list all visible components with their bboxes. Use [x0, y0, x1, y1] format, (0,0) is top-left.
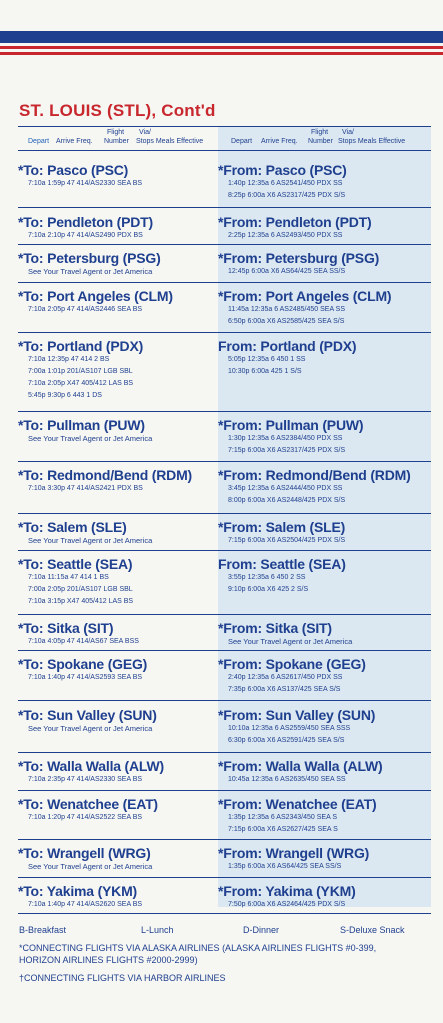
- flight-row: 12:45p 6:00a X6 AS64/425 SEA SS/S: [228, 268, 346, 275]
- flight-row: 6:50p 6:00a X6 AS2585/425 SEA S/S: [228, 318, 345, 325]
- to-destination-title: *To: Spokane (GEG): [18, 656, 148, 672]
- to-destination-block: [18, 620, 231, 648]
- from-destination-block: [218, 214, 431, 242]
- col-depart: Depart: [231, 138, 253, 145]
- legend-snack: S-Deluxe Snack: [340, 925, 405, 935]
- to-destination-block: [18, 288, 231, 316]
- flight-row: 2:25p 12:35a 6 AS2493/450 PDX SS: [228, 232, 343, 239]
- from-destination-block: [218, 417, 431, 457]
- flight-row: See Your Travel Agent or Jet America: [28, 267, 153, 276]
- note-horizon: HORIZON AIRLINES FLIGHTS #2000-2999): [19, 955, 198, 965]
- red-stripe: [0, 52, 443, 55]
- flight-row: 1:35p 6:00a X6 AS64/425 SEA SS/S: [228, 863, 342, 870]
- from-destination-block: [218, 250, 431, 278]
- section-divider: [18, 614, 431, 615]
- flight-row: 7:10a 1:20p 47 414/AS2522 SEA BS: [28, 814, 143, 821]
- col-arrive-freq: Arrive Freq.: [261, 138, 298, 145]
- from-destination-block: [218, 162, 431, 202]
- from-destination-block: [218, 519, 431, 547]
- section-divider: [18, 332, 431, 333]
- col-via: Via/: [342, 129, 354, 136]
- col-depart: Depart: [28, 138, 50, 145]
- from-destination-title: *From: Walla Walla (ALW): [218, 758, 383, 774]
- from-destination-block: [218, 288, 431, 328]
- from-destination-title: *From: Wrangell (WRG): [218, 845, 370, 861]
- section-divider: [18, 411, 431, 412]
- note-harbor: †CONNECTING FLIGHTS VIA HARBOR AIRLINES: [19, 973, 226, 983]
- to-destination-title: *To: Yakima (YKM): [18, 883, 137, 899]
- to-destination-block: [18, 417, 231, 445]
- to-destination-block: [18, 707, 231, 735]
- to-destination-title: *To: Wenatchee (EAT): [18, 796, 158, 812]
- flight-row: 10:10a 12:35a 6 AS2559/450 SEA SSS: [228, 725, 351, 732]
- flight-row: 10:30p 6:00a 425 1 S/S: [228, 368, 302, 375]
- section-divider: [18, 650, 431, 651]
- col-number: Number: [104, 138, 129, 145]
- flight-row: 8:25p 6:00a X6 AS2317/425 PDX S/S: [228, 192, 346, 199]
- legend-dinner: D-Dinner: [243, 925, 280, 935]
- from-destination-title: *From: Petersburg (PSG): [218, 250, 380, 266]
- flight-row: 5:45p 9:30p 6 443 1 DS: [28, 392, 102, 399]
- flight-row: 11:45a 12:35a 6 AS2485/450 SEA SS: [228, 306, 346, 313]
- to-destination-title: *To: Petersburg (PSG): [18, 250, 161, 266]
- from-destination-title: *From: Pullman (PUW): [218, 417, 364, 433]
- flight-row: 7:10a 4:05p 47 414/AS67 SEA BSS: [28, 638, 139, 645]
- to-destination-title: *To: Salem (SLE): [18, 519, 127, 535]
- from-destination-title: *From: Salem (SLE): [218, 519, 346, 535]
- flight-row: 8:00p 6:00a X6 AS2448/425 PDX S/S: [228, 497, 346, 504]
- header-bottom-rule: [18, 150, 431, 151]
- to-destination-block: [18, 883, 231, 911]
- flight-row: 7:10a 2:05p 47 414/AS2446 SEA BS: [28, 306, 143, 313]
- to-destination-block: [18, 467, 231, 495]
- flight-row: 2:40p 12:35a 6 AS2617/450 PDX SS: [228, 674, 343, 681]
- from-destination-title: From: Portland (PDX): [218, 338, 357, 354]
- from-destination-title: *From: Wenatchee (EAT): [218, 796, 377, 812]
- to-destination-title: *To: Pendleton (PDT): [18, 214, 153, 230]
- flight-row: 7:10a 12:35p 47 414 2 BS: [28, 356, 110, 363]
- to-destination-block: [18, 796, 231, 824]
- to-destination-title: *To: Redmond/Bend (RDM): [18, 467, 193, 483]
- to-destination-block: [18, 162, 231, 190]
- section-divider: [18, 790, 431, 791]
- col-stops-meals: Stops Meals Effective: [338, 138, 406, 145]
- from-destination-title: *From: Spokane (GEG): [218, 656, 366, 672]
- section-divider: [18, 282, 431, 283]
- section-divider: [18, 461, 431, 462]
- flight-row: 7:00a 2:05p 201/AS107 LGB SBL: [28, 586, 133, 593]
- flight-row: 7:10a 1:40p 47 414/AS2620 SEA BS: [28, 901, 143, 908]
- note-alaska: *CONNECTING FLIGHTS VIA ALASKA AIRLINES (ALASKA AIRLINES FLIGHTS #0-399,: [19, 943, 377, 953]
- from-destination-block: [218, 796, 431, 836]
- from-destination-block: [218, 656, 431, 696]
- flight-row: 3:55p 12:35a 6 450 2 SS: [228, 574, 306, 581]
- section-divider: [18, 513, 431, 514]
- section-divider: [18, 877, 431, 878]
- flight-row: 5:05p 12:35a 6 450 1 SS: [228, 356, 306, 363]
- flight-row: 7:00a 1:01p 201/AS107 LGB SBL: [28, 368, 133, 375]
- flight-row: See Your Travel Agent or Jet America: [28, 536, 153, 545]
- header-stripes: [0, 0, 443, 62]
- to-destination-block: [18, 519, 231, 547]
- to-destination-title: *To: Wrangell (WRG): [18, 845, 151, 861]
- col-flight: Flight: [107, 129, 125, 136]
- flight-row: 1:35p 12:35a 6 AS2343/450 SEA S: [228, 814, 337, 821]
- to-destination-title: *To: Sun Valley (SUN): [18, 707, 157, 723]
- flight-row: 3:45p 12:35a 6 AS2444/450 PDX SS: [228, 485, 343, 492]
- flight-row: 7:10a 3:30p 47 414/AS2421 PDX BS: [28, 485, 143, 492]
- to-destination-title: *To: Walla Walla (ALW): [18, 758, 164, 774]
- from-destination-block: [218, 620, 431, 648]
- col-flight: Flight: [311, 129, 329, 136]
- to-destination-title: *To: Pasco (PSC): [18, 162, 129, 178]
- flight-row: 7:10a 2:05p X47 405/412 LAS BS: [28, 380, 134, 387]
- section-divider: [18, 700, 431, 701]
- flight-row: 9:10p 6:00a X6 425 2 S/S: [228, 586, 309, 593]
- legend-breakfast: B-Breakfast: [19, 925, 67, 935]
- to-destination-block: [18, 845, 231, 873]
- from-destination-title: *From: Redmond/Bend (RDM): [218, 467, 411, 483]
- blue-stripe: [0, 31, 443, 43]
- from-destination-block: [218, 845, 431, 873]
- to-destination-title: *To: Seattle (SEA): [18, 556, 133, 572]
- flight-row: 7:15p 6:00a X6 AS2317/425 PDX S/S: [228, 447, 346, 454]
- flight-row: See Your Travel Agent or Jet America: [228, 637, 353, 646]
- from-destination-title: *From: Port Angeles (CLM): [218, 288, 392, 304]
- flight-row: 7:35p 6:00a X6 AS137/425 SEA S/S: [228, 686, 341, 693]
- flight-row: 7:15p 6:00a X6 AS2504/425 PDX S/S: [228, 537, 346, 544]
- to-destination-title: *To: Pullman (PUW): [18, 417, 145, 433]
- to-destination-block: [18, 758, 231, 786]
- from-destination-block: [218, 707, 431, 747]
- from-destination-block: [218, 883, 431, 911]
- to-destination-block: [18, 338, 231, 402]
- from-destination-title: *From: Pendleton (PDT): [218, 214, 372, 230]
- from-destination-title: *From: Yakima (YKM): [218, 883, 356, 899]
- from-destination-block: [218, 338, 431, 378]
- red-stripe: [0, 46, 443, 49]
- section-divider: [18, 244, 431, 245]
- to-destination-block: [18, 250, 231, 278]
- flight-row: 7:10a 3:15p X47 405/412 LAS BS: [28, 598, 134, 605]
- col-number: Number: [308, 138, 333, 145]
- from-destination-block: [218, 556, 431, 596]
- section-divider: [18, 913, 431, 914]
- from-destination-title: *From: Pasco (PSC): [218, 162, 347, 178]
- section-divider: [18, 207, 431, 208]
- flight-row: 7:10a 1:59p 47 414/AS2330 SEA BS: [28, 180, 143, 187]
- flight-row: 1:30p 12:35a 6 AS2384/450 PDX SS: [228, 435, 343, 442]
- legend-lunch: L-Lunch: [141, 925, 174, 935]
- flight-row: 10:45a 12:35a 6 AS2635/450 SEA SS: [228, 776, 346, 783]
- from-destination-title: *From: Sun Valley (SUN): [218, 707, 376, 723]
- col-arrive-freq: Arrive Freq.: [56, 138, 93, 145]
- section-divider: [18, 752, 431, 753]
- header-top-rule: [18, 126, 431, 127]
- from-destination-title: From: Seattle (SEA): [218, 556, 346, 572]
- to-destination-block: [18, 214, 231, 242]
- to-destination-title: *To: Portland (PDX): [18, 338, 144, 354]
- to-destination-title: *To: Sitka (SIT): [18, 620, 114, 636]
- section-divider: [18, 839, 431, 840]
- section-divider: [18, 550, 431, 551]
- flight-row: 7:10a 11:15a 47 414 1 BS: [28, 574, 109, 581]
- flight-row: 7:10a 1:40p 47 414/AS2593 SEA BS: [28, 674, 143, 681]
- col-stops-meals: Stops Meals Effective: [136, 138, 204, 145]
- flight-row: 7:10a 2:10p 47 414/AS2490 PDX BS: [28, 232, 143, 239]
- to-destination-title: *To: Port Angeles (CLM): [18, 288, 173, 304]
- page-title: ST. LOUIS (STL), Cont'd: [19, 101, 216, 120]
- col-via: Via/: [139, 129, 151, 136]
- to-destination-block: [18, 556, 231, 608]
- from-destination-block: [218, 758, 431, 786]
- from-destination-block: [218, 467, 431, 507]
- to-destination-block: [18, 656, 231, 684]
- flight-row: 7:10a 2:35p 47 414/AS2330 SEA BS: [28, 776, 143, 783]
- flight-row: See Your Travel Agent or Jet America: [28, 862, 153, 871]
- flight-row: 7:50p 6:00a X6 AS2464/425 PDX S/S: [228, 901, 346, 908]
- flight-row: 7:15p 6:00a X6 AS2627/425 SEA S: [228, 826, 338, 833]
- flight-row: See Your Travel Agent or Jet America: [28, 724, 153, 733]
- flight-row: 1:40p 12:35a 6 AS2541/450 PDX SS: [228, 180, 343, 187]
- flight-row: See Your Travel Agent or Jet America: [28, 434, 153, 443]
- flight-row: 6:30p 6:00a X6 AS2591/425 SEA S/S: [228, 737, 345, 744]
- from-destination-title: *From: Sitka (SIT): [218, 620, 332, 636]
